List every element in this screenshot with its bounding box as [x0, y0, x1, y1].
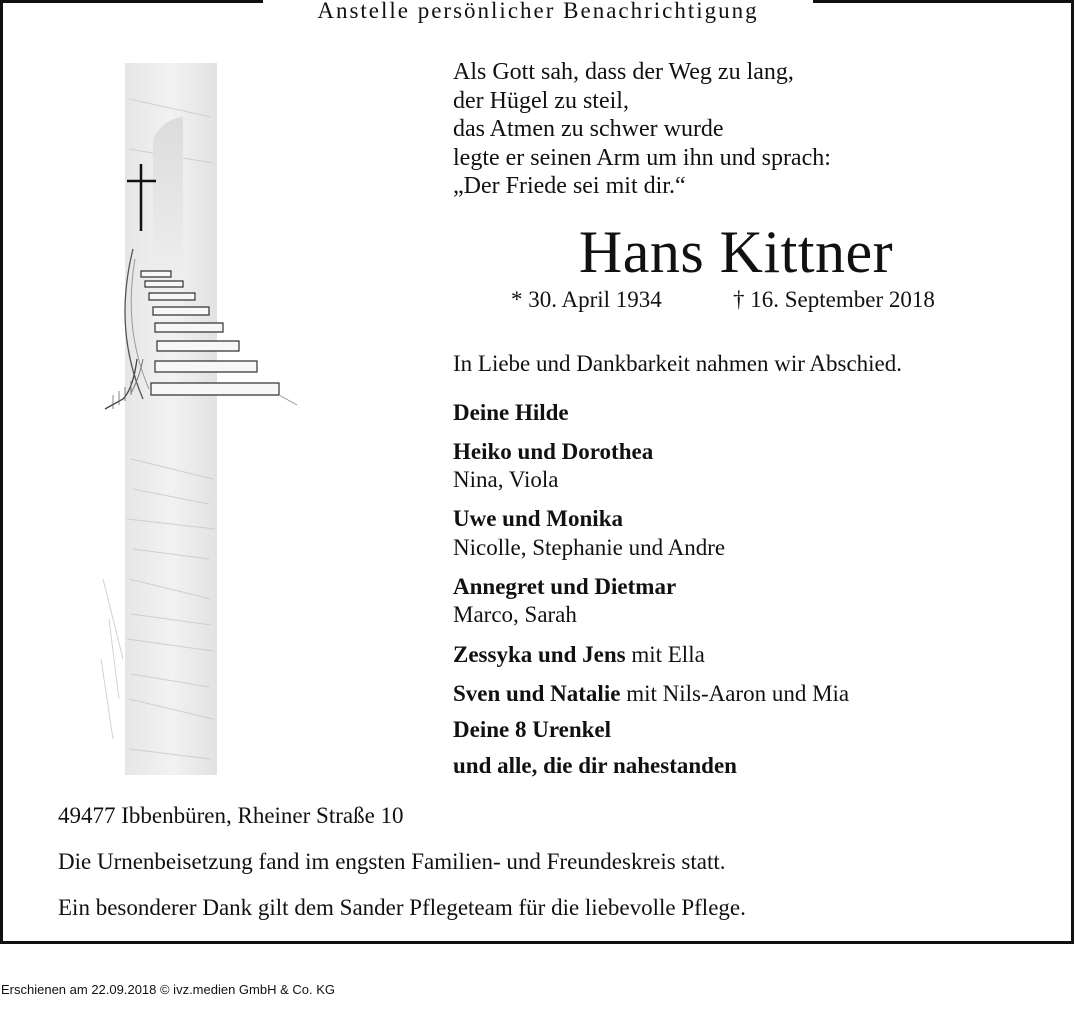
family-line [453, 573, 676, 601]
death-date: † 16. September 2018 [733, 287, 935, 312]
birth-date: * 30. April 1934 [511, 287, 662, 312]
family-bold: Deine Hilde [453, 400, 569, 425]
publication-credit: Erschienen am 22.09.2018 © ivz.medien GmbH & Co. KG [1, 982, 336, 997]
verse-line: Als Gott sah, dass der Weg zu lang, [453, 59, 794, 85]
family-bold: Uwe und Monika [453, 506, 623, 531]
stairway-cross-icon [83, 59, 313, 779]
family-rest: mit Ella [625, 642, 705, 667]
farewell-text: In Liebe und Dankbarkeit nahmen wir Abschied. [453, 351, 903, 376]
family-line [453, 716, 611, 744]
verse-line: „Der Friede sei mit dir.“ [453, 173, 686, 199]
burial-note: Die Urnenbeisetzung fand im engsten Familien- und Freundeskreis statt. [58, 849, 726, 874]
family-bold: Annegret und Dietmar [453, 574, 677, 599]
family-bold: Zessyka und Jens [453, 642, 626, 667]
family-bold: Heiko und Dorothea [453, 439, 654, 464]
verse-line: legte er seinen Arm um ihn und sprach: [453, 144, 831, 171]
family-bold: Deine 8 Urenkel [453, 717, 612, 742]
family-line [453, 752, 737, 780]
thanks-note: Ein besonderer Dank gilt dem Sander Pflegeteam für die liebevolle Pflege. [58, 895, 746, 920]
family-line [453, 680, 849, 708]
family-bold: und alle, die dir nahestanden [453, 753, 737, 778]
family-line [453, 641, 705, 669]
family-line [453, 399, 569, 427]
header-notice: Anstelle persönlicher Benachrichtigung [263, 0, 813, 26]
address: 49477 Ibbenbüren, Rheiner Straße 10 [58, 803, 404, 828]
verse-line: das Atmen zu schwer wurde [453, 116, 724, 142]
family-rest: mit Nils-Aaron und Mia [620, 681, 850, 706]
deceased-name: Hans Kittner [578, 219, 894, 285]
family-children: Nina, Viola [453, 467, 559, 492]
verse-line: der Hügel zu steil, [453, 87, 629, 114]
family-bold: Sven und Natalie [453, 681, 621, 706]
verse [453, 58, 831, 201]
family-line [453, 505, 623, 533]
family-children: Nicolle, Stephanie und Andre [453, 535, 726, 560]
family-line [453, 438, 653, 466]
family-children: Marco, Sarah [453, 602, 577, 627]
